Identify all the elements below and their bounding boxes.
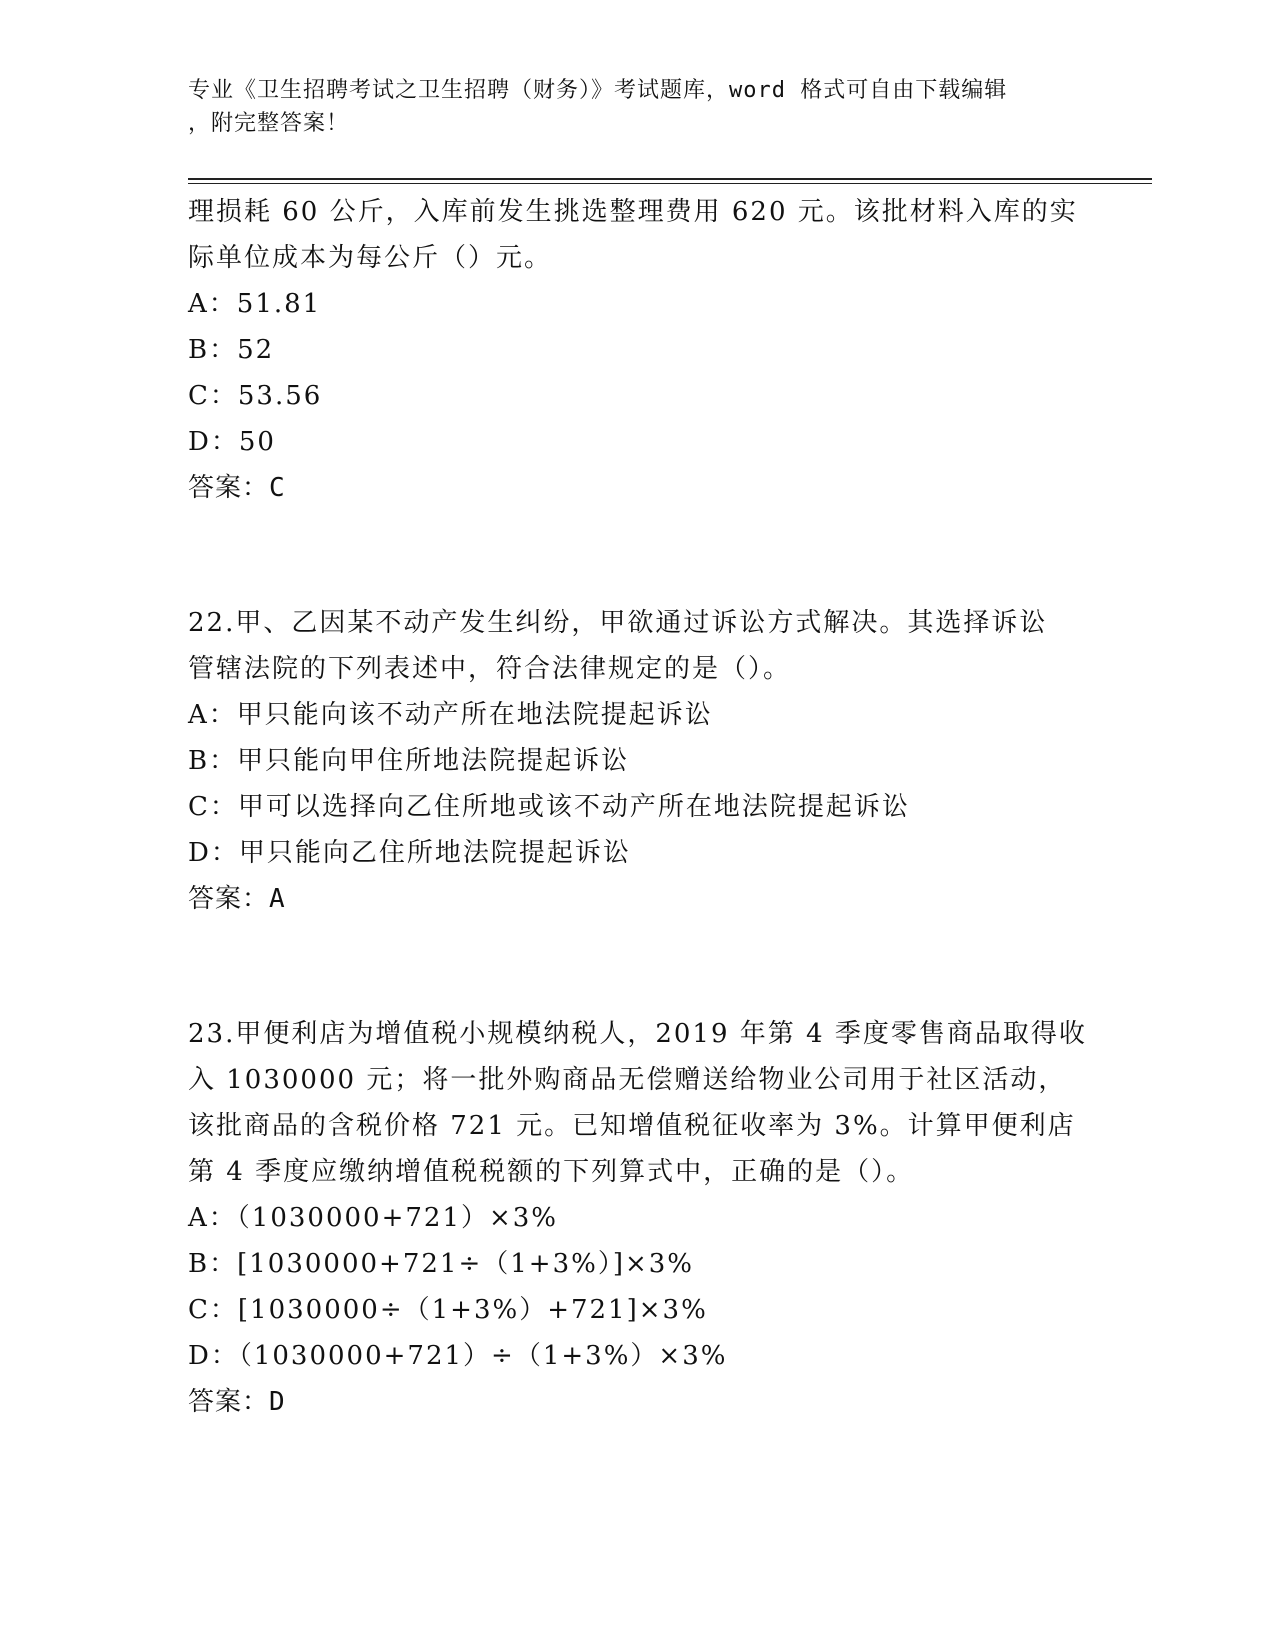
option-d: D：50 xyxy=(188,427,276,457)
option-a: A：（1030000+721）×3% xyxy=(188,1203,559,1233)
option-d: D：甲只能向乙住所地法院提起诉讼 xyxy=(188,838,631,868)
header-line-1: 专业《卫生招聘考试之卫生招聘（财务）》考试题库，word 格式可自由下载编辑 xyxy=(188,78,1008,103)
option-b: B：[1030000+721÷（1+3%）]×3% xyxy=(188,1249,694,1279)
option-c: C：甲可以选择向乙住所地或该不动产所在地法院提起诉讼 xyxy=(188,792,910,822)
option-d: D：（1030000+721）÷（1+3%）×3% xyxy=(188,1341,728,1371)
answer: 答案：D xyxy=(188,1387,286,1417)
header-line-2: ，附完整答案！ xyxy=(188,111,350,136)
question-text-line: 23.甲便利店为增值税小规模纳税人，2019 年第 4 季度零售商品取得收 xyxy=(188,1019,1087,1049)
question-text-line: 第 4 季度应缴纳增值税税额的下列算式中，正确的是（）。 xyxy=(188,1157,915,1187)
spacer xyxy=(188,511,1088,600)
question-text-line: 管辖法院的下列表述中，符合法律规定的是（）。 xyxy=(188,654,792,684)
question-21 xyxy=(188,189,1088,511)
answer: 答案：C xyxy=(188,473,286,503)
option-a: A：甲只能向该不动产所在地法院提起诉讼 xyxy=(188,700,713,730)
question-text-line: 际单位成本为每公斤（）元。 xyxy=(188,243,553,273)
question-text-line: 该批商品的含税价格 721 元。已知增值税征收率为 3%。计算甲便利店 xyxy=(188,1111,1076,1141)
spacer xyxy=(188,922,1088,1011)
option-c: C：53.56 xyxy=(188,381,323,411)
question-22 xyxy=(188,600,1088,922)
document-header xyxy=(188,74,1088,140)
header-divider-thick xyxy=(188,178,1152,180)
question-text-line: 22.甲、乙因某不动产发生纠纷，甲欲通过诉讼方式解决。其选择诉讼 xyxy=(188,608,1048,638)
header-divider-thin xyxy=(188,183,1152,184)
option-c: C：[1030000÷（1+3%）+721]×3% xyxy=(188,1295,708,1325)
question-text-line: 理损耗 60 公斤，入库前发生挑选整理费用 620 元。该批材料入库的实 xyxy=(188,197,1078,227)
option-a: A：51.81 xyxy=(188,289,322,319)
option-b: B：甲只能向甲住所地法院提起诉讼 xyxy=(188,746,630,776)
option-b: B：52 xyxy=(188,335,275,365)
answer: 答案：A xyxy=(188,884,286,914)
question-text-line: 入 1030000 元；将一批外购商品无偿赠送给物业公司用于社区活动， xyxy=(188,1065,1067,1095)
question-content xyxy=(188,189,1088,1425)
question-23 xyxy=(188,1011,1088,1425)
